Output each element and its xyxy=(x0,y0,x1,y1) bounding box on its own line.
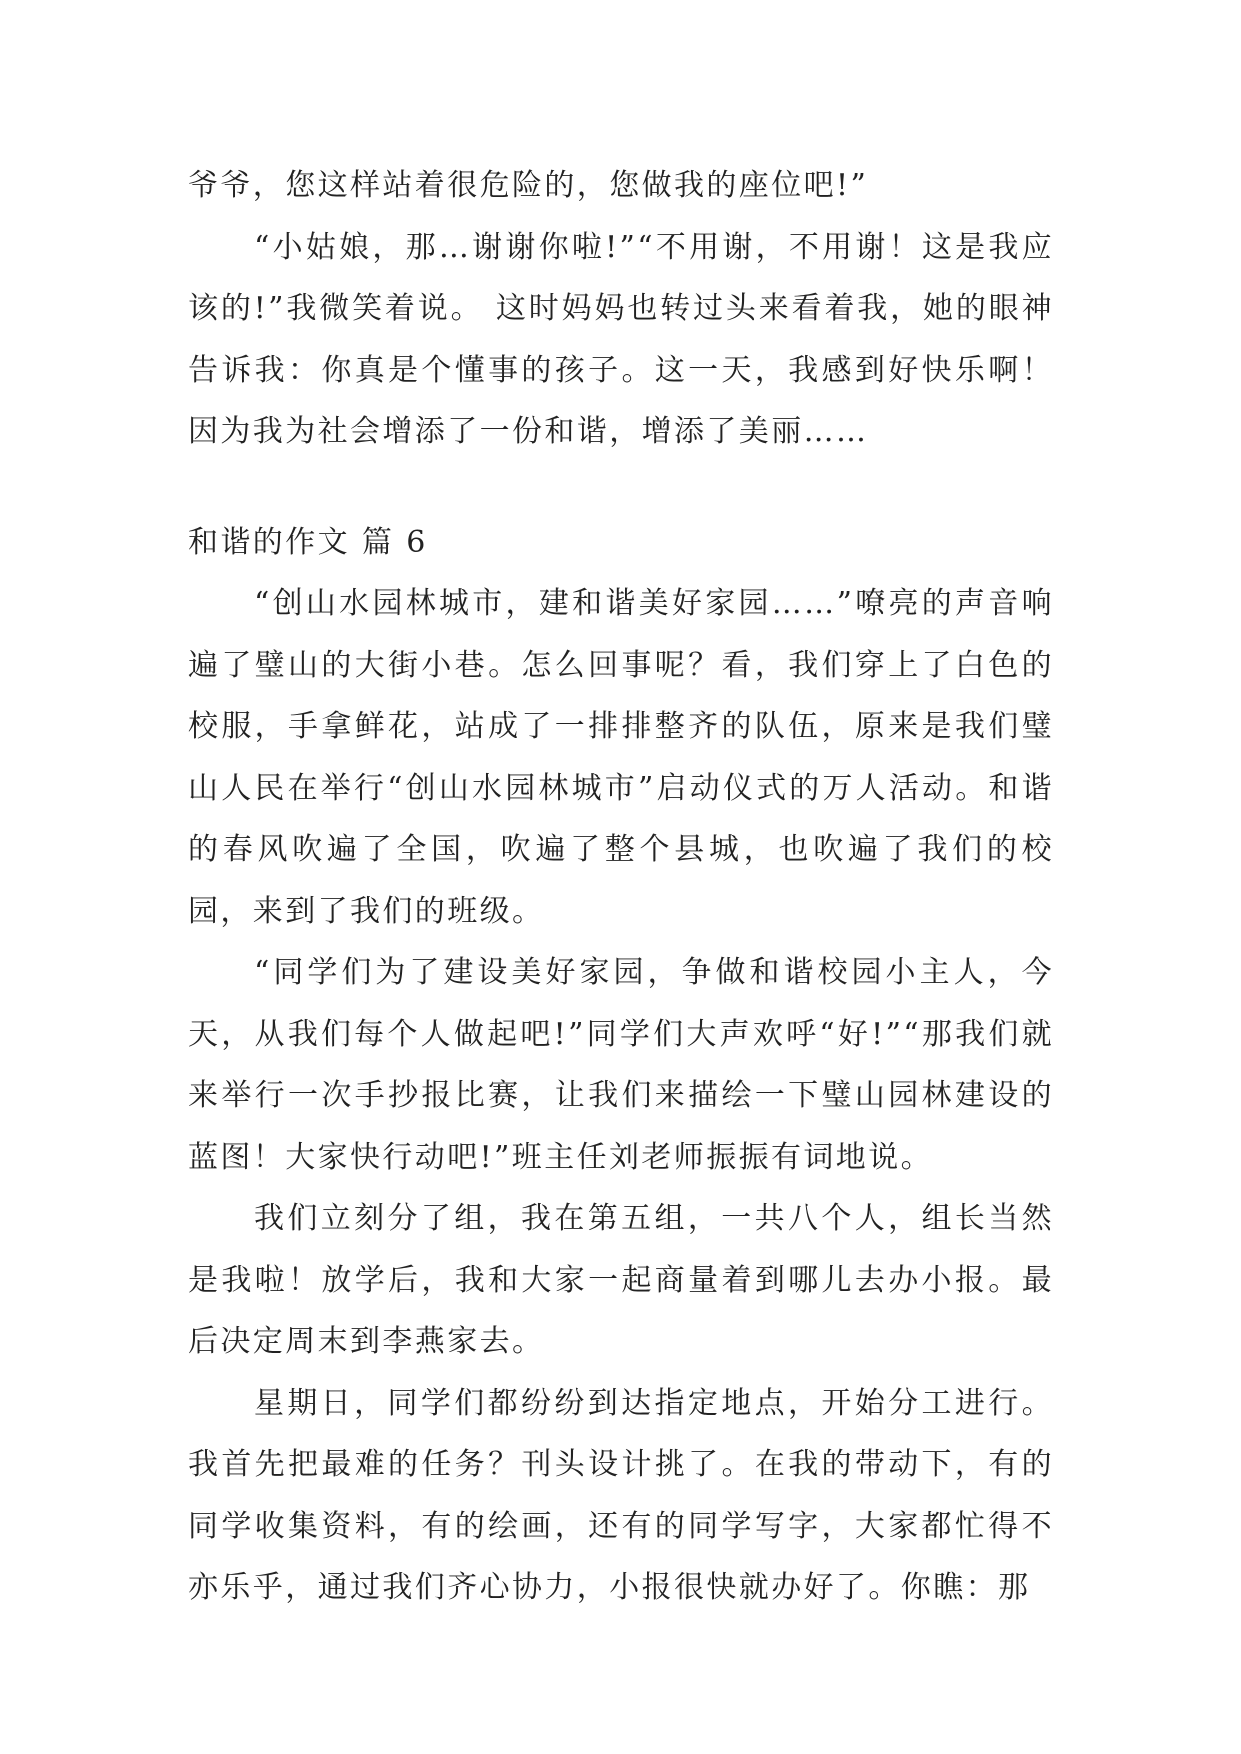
paragraph-dialogue: “小姑娘，那…谢谢你啦!”“不用谢，不用谢！这是我应该的!”我微笑着说。 这时妈妈也转过头来看着我，她的眼神告诉我：你真是个懂事的孩子。这一天，我感到好快乐啊！因为我为社会增添了一份和谐，增添了美丽…… xyxy=(188,229,1054,449)
document-body xyxy=(188,155,1054,1619)
section-paragraph-2: “同学们为了建设美好家园，争做和谐校园小主人，今天，从我们每个人做起吧!”同学们大声欢呼“好!”“那我们就来举行一次手抄报比赛，让我们来描绘一下璧山园林建设的蓝图！大家快行动吧!”班主任刘老师振振有词地说。 xyxy=(188,955,1054,1175)
section-heading: 和谐的作文 篇 6 xyxy=(188,524,428,560)
paragraph-continued: 爷爷，您这样站着很危险的，您做我的座位吧!” xyxy=(188,168,869,203)
section-paragraph-1: “创山水园林城市，建和谐美好家园……”嘹亮的声音响遍了璧山的大街小巷。怎么回事呢？看，我们穿上了白色的校服，手拿鲜花，站成了一排排整齐的队伍，原来是我们璧山人民在举行“创山水园林城市”启动仪式的万人活动。和谐的春风吹遍了全国，吹遍了整个县城，也吹遍了我们的校园，来到了我们的班级。 xyxy=(188,586,1054,929)
section-spacer xyxy=(188,463,1054,512)
section-paragraph-3: 我们立刻分了组，我在第五组，一共八个人，组长当然是我啦！放学后，我和大家一起商量着到哪儿去办小报。最后决定周末到李燕家去。 xyxy=(188,1201,1054,1359)
section-paragraph-4: 星期日，同学们都纷纷到达指定地点，开始分工进行。我首先把最难的任务？刊头设计挑了。在我的带动下，有的同学收集资料，有的绘画，还有的同学写字，大家都忙得不亦乐乎，通过我们齐心协力，小报很快就办好了。你瞧：那 xyxy=(188,1385,1054,1605)
